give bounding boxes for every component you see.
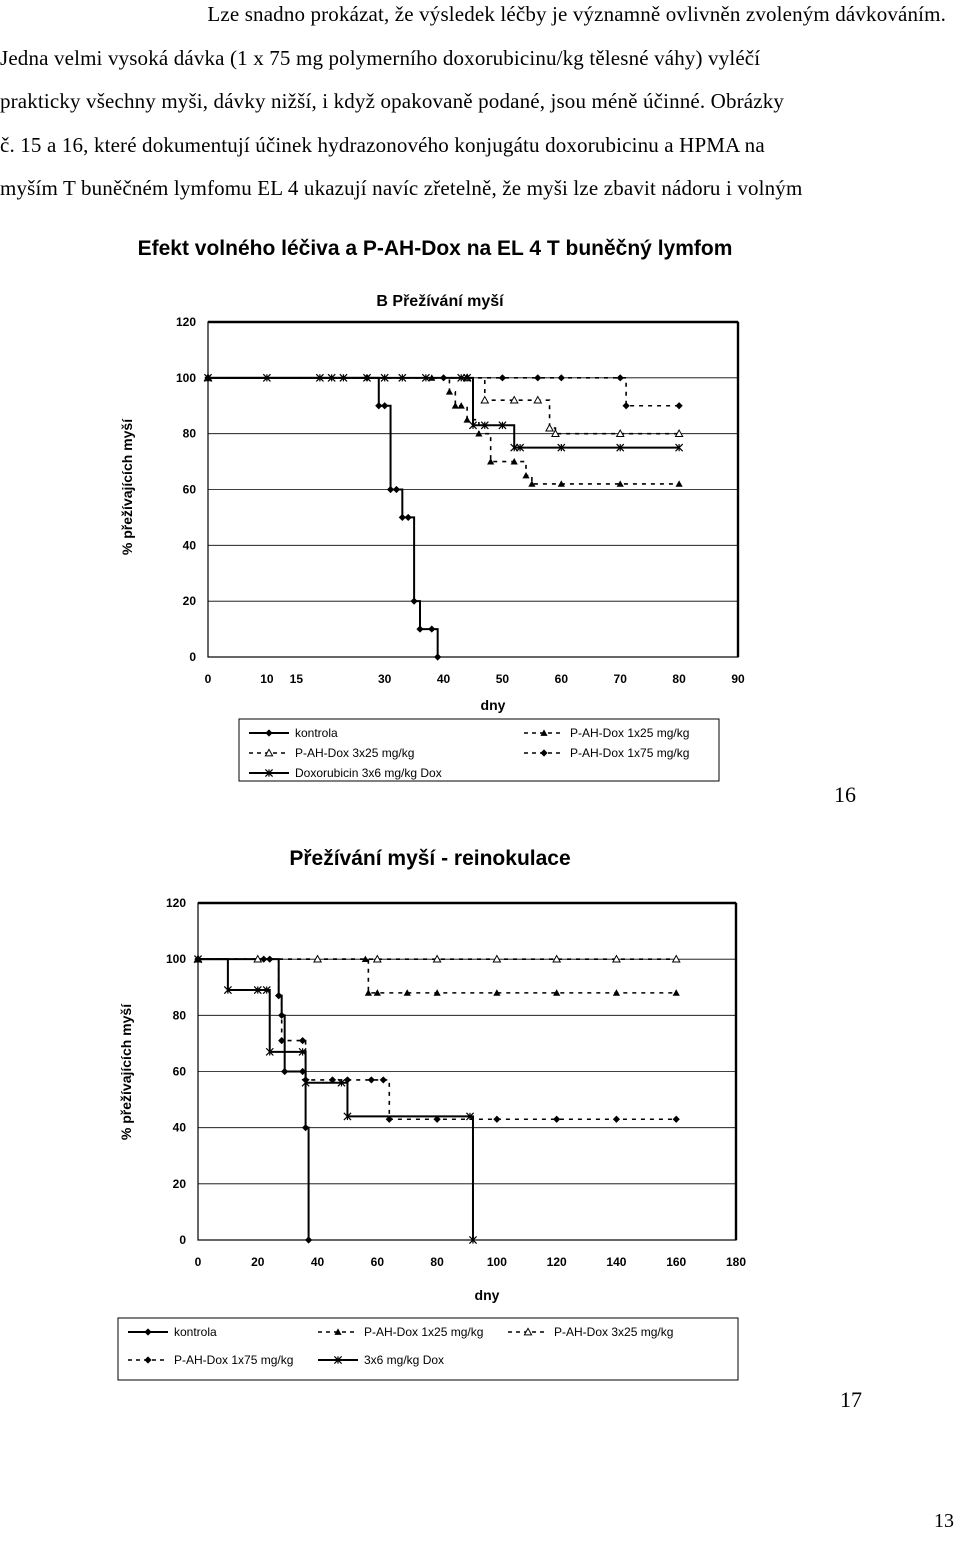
figure-17 <box>0 835 960 1412</box>
y-tick-label: 20 <box>182 594 196 609</box>
x-tick-label: 180 <box>725 1255 747 1269</box>
data-point <box>405 514 412 521</box>
y-axis-label: % přežívajících myší <box>118 1003 134 1141</box>
x-tick-label: 50 <box>495 672 510 686</box>
data-point <box>546 424 553 430</box>
data-point <box>446 388 453 394</box>
y-axis-label: % přežívajících myší <box>119 418 135 556</box>
x-tick-label: 60 <box>554 672 569 686</box>
x-tick-label: 0 <box>194 1255 202 1269</box>
x-tick-label: 40 <box>310 1255 325 1269</box>
data-point <box>673 989 680 995</box>
data-point <box>452 402 459 408</box>
series-line <box>208 378 679 434</box>
series <box>204 374 682 436</box>
data-point <box>428 625 435 632</box>
data-point <box>522 472 529 478</box>
x-tick-label: 40 <box>436 672 451 686</box>
data-point <box>381 402 388 409</box>
chart-subtitle: B Přežívání myší <box>376 293 504 310</box>
data-point <box>499 374 506 381</box>
data-point <box>434 653 441 660</box>
y-tick-label: 0 <box>179 1233 186 1247</box>
y-tick-label: 40 <box>182 538 196 553</box>
series-line <box>208 378 679 406</box>
survival-chart-reinoculation <box>0 835 960 1395</box>
paragraph-line: prakticky všechny myši, dávky nižší, i když opakovaně podané, jsou méně účinné. Obrázky <box>0 89 785 113</box>
y-tick-label: 40 <box>172 1120 186 1135</box>
data-point <box>365 989 372 995</box>
x-axis-label: dny <box>480 697 506 713</box>
legend-label: P-AH-Dox 1x25 mg/kg <box>570 726 690 740</box>
chart-title: Přežívání myší - reinokulace <box>289 847 571 870</box>
data-point <box>416 625 423 632</box>
x-tick-label: 30 <box>377 672 392 686</box>
figure-16 <box>0 222 960 807</box>
x-tick-label: 20 <box>251 1255 265 1269</box>
data-point <box>613 989 620 995</box>
series <box>194 956 679 1123</box>
x-tick-label: 90 <box>731 672 745 686</box>
data-point <box>617 374 624 381</box>
data-point <box>613 1116 620 1123</box>
data-point <box>676 480 683 486</box>
data-point <box>411 598 418 605</box>
series <box>194 956 476 1244</box>
series <box>204 374 441 660</box>
data-point <box>481 397 488 403</box>
figure-number: 16 <box>834 782 856 807</box>
data-point <box>487 458 494 464</box>
y-tick-label: 80 <box>182 426 196 441</box>
legend-label: P-AH-Dox 3x25 mg/kg <box>295 746 415 760</box>
x-tick-label: 80 <box>430 1255 444 1269</box>
x-tick-label: 70 <box>613 672 627 686</box>
y-tick-label: 120 <box>175 315 196 329</box>
legend-label: kontrola <box>174 1325 217 1339</box>
x-tick-label: 15 <box>289 672 304 686</box>
data-point <box>368 1076 375 1083</box>
legend <box>239 719 719 781</box>
data-point <box>305 1236 312 1243</box>
x-tick-label: 80 <box>672 672 686 686</box>
y-tick-label: 20 <box>172 1176 186 1191</box>
y-tick-label: 100 <box>165 952 186 967</box>
series-line <box>208 378 679 484</box>
x-tick-label: 60 <box>370 1255 385 1269</box>
chart-title: Efekt volného léčiva a P-AH-Dox na EL 4 T buněčný lymfom <box>137 237 733 260</box>
data-point <box>553 1116 560 1123</box>
x-tick-label: 140 <box>606 1255 627 1269</box>
page-number: 13 <box>934 1510 954 1532</box>
legend-label: P-AH-Dox 1x75 mg/kg <box>174 1353 294 1367</box>
data-point <box>380 1076 387 1083</box>
data-point <box>558 374 565 381</box>
data-point <box>281 1068 288 1075</box>
legend-label: P-AH-Dox 1x75 mg/kg <box>570 746 690 760</box>
series-line <box>198 959 473 1240</box>
series-line <box>208 378 679 448</box>
x-tick-label: 10 <box>260 672 274 686</box>
legend-label: P-AH-Dox 1x25 mg/kg <box>364 1325 484 1339</box>
data-point <box>534 374 541 381</box>
survival-chart-el4 <box>0 222 960 802</box>
y-tick-label: 60 <box>182 482 196 497</box>
series <box>204 374 682 409</box>
y-tick-label: 120 <box>165 896 186 910</box>
paragraph-line: Lze snadno prokázat, že výsledek léčby je významně ovlivněn zvoleným dávkováním. <box>207 2 946 26</box>
series <box>204 374 682 487</box>
x-tick-label: 160 <box>666 1255 687 1269</box>
data-point <box>493 1116 500 1123</box>
x-axis-label: dny <box>474 1287 500 1303</box>
data-point <box>623 402 630 409</box>
x-tick-label: 120 <box>546 1255 567 1269</box>
y-tick-label: 80 <box>172 1008 186 1023</box>
legend-label: P-AH-Dox 3x25 mg/kg <box>554 1325 674 1339</box>
figure-number: 17 <box>840 1387 862 1412</box>
data-point <box>458 402 465 408</box>
y-tick-label: 100 <box>175 370 196 385</box>
y-tick-label: 0 <box>189 650 196 664</box>
x-tick-label: 100 <box>486 1255 507 1269</box>
data-point <box>673 1116 680 1123</box>
legend-label: Doxorubicin 3x6 mg/kg Dox <box>295 766 442 780</box>
legend-label: kontrola <box>295 726 338 740</box>
legend <box>118 1318 738 1380</box>
series-line <box>198 959 309 1240</box>
series <box>194 956 312 1244</box>
paragraph-line: Jedna velmi vysoká dávka (1 x 75 mg polymerního doxorubicinu/kg tělesné váhy) vyléčí <box>0 46 761 70</box>
paragraph-line: myším T buněčném lymfomu EL 4 ukazují navíc zřetelně, že myši lze zbavit nádoru i volným <box>0 176 803 200</box>
data-point <box>676 402 683 409</box>
data-point <box>393 486 400 493</box>
y-tick-label: 60 <box>172 1064 186 1079</box>
series <box>204 374 682 451</box>
paragraph-line: č. 15 a 16, které dokumentují účinek hydrazonového konjugátu doxorubicinu a HPMA na <box>0 133 765 157</box>
x-tick-label: 0 <box>204 672 212 686</box>
legend-label: 3x6 mg/kg Dox <box>364 1353 445 1367</box>
